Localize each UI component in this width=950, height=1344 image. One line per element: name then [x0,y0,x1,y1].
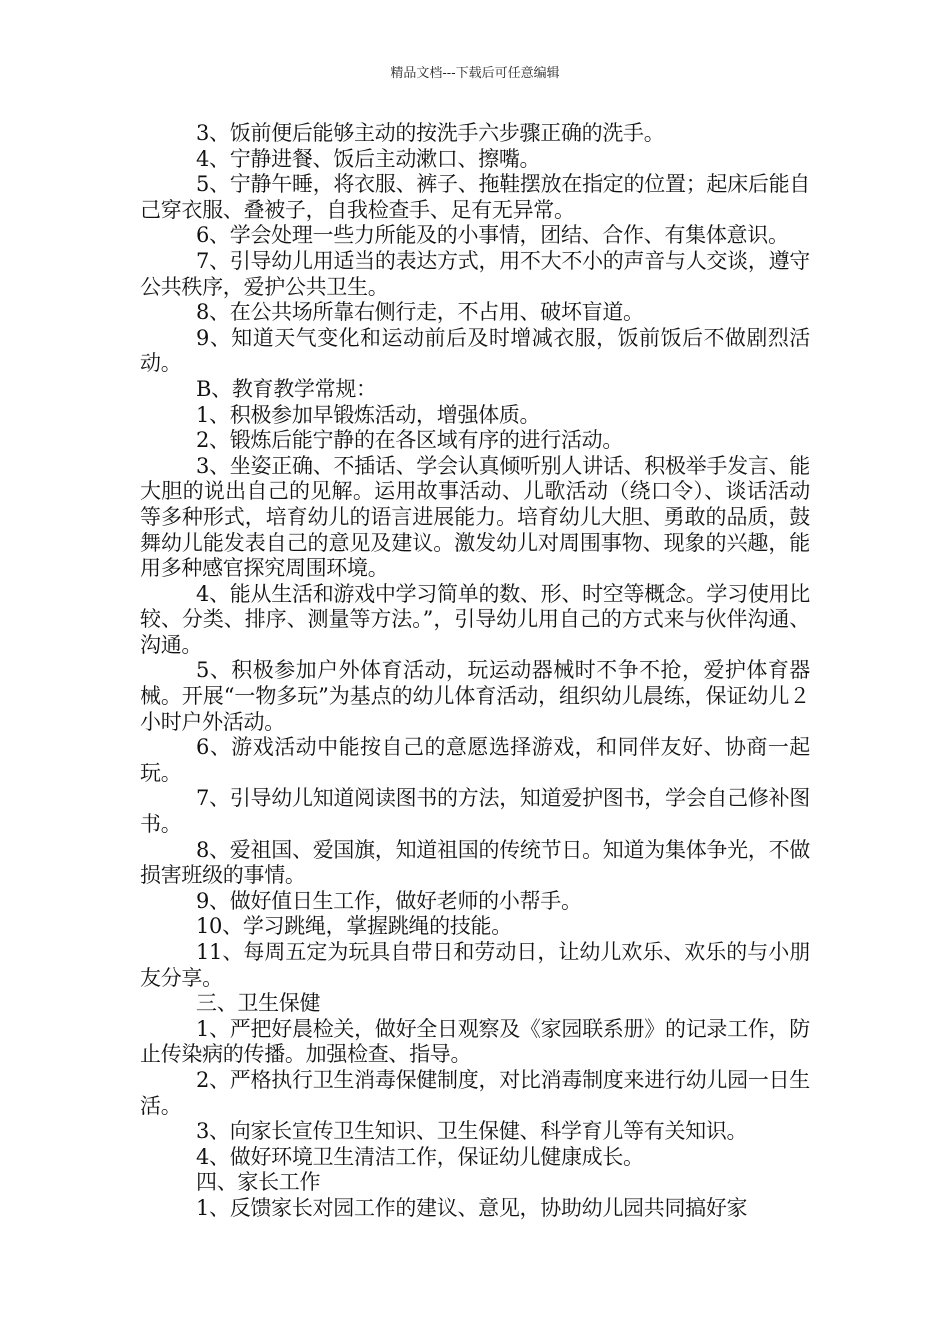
paragraph: 4、能从生活和游戏中学习简单的数、形、时空等概念。学习使用比较、分类、排序、测量等方法。”，引导幼儿用自己的方式来与伙伴沟通、沟通。 [140,581,810,657]
paragraph: 3、饭前便后能够主动的按洗手六步骤正确的洗手。 [196,121,665,145]
section-heading: 四、家长工作 [196,1170,321,1195]
paragraph: 7、引导幼儿知道阅读图书的方法，知道爱护图书，学会自己修补图书。 [140,786,810,837]
paragraph: 4、宁静进餐、饭后主动漱口、擦嘴。 [196,146,541,171]
paragraph: 3、坐姿正确、不插话、学会认真倾听别人讲话、积极举手发言、能大胆的说出自己的见解。运用故事活动、儿歌活动（绕口令）、谈话活动等多种形式，培育幼儿的语言进展能力。培育幼儿大胆、勇敢的品质，鼓舞幼儿能发表自己的意见及建议。激发幼儿对周围事物、现象的兴趣，能用多种感官探究周围环境。 [140,453,810,581]
page-header: 精品文档---下载后可任意编辑 [390,66,560,81]
paragraph: 10、学习跳绳，掌握跳绳的技能。 [196,914,512,939]
paragraph: 8、在公共场所靠右侧行走，不占用、破坏盲道。 [196,300,644,325]
paragraph: 5、积极参加户外体育活动，玩运动器械时不争不抢，爱护体育器械。开展“一物多玩”为基点的幼儿体育活动，组织幼儿晨练，保证幼儿２小时户外活动。 [140,658,810,734]
paragraph: 5、宁静午睡，将衣服、裤子、拖鞋摆放在指定的位置；起床后能自己穿衣服、叠被子，自我检查手、足有无异常。 [140,172,810,222]
paragraph: 6、学会处理一些力所能及的小事情，团结、合作、有集体意识。 [196,223,789,248]
paragraph: 7、引导幼儿用适当的表达方式，用不大不小的声音与人交谈，遵守公共秩序，爱护公共卫生。 [140,248,810,299]
paragraph: 11、每周五定为玩具自带日和劳动日，让幼儿欢乐、欢乐的与小朋友分享。 [140,940,810,990]
paragraph: 8、爱祖国、爱国旗，知道祖国的传统节日。知道为集体争光，不做损害班级的事情。 [140,837,810,888]
paragraph: 1、积极参加早锻炼活动，增强体质。 [196,402,541,427]
section-heading: B、教育教学常规： [196,376,377,401]
document-body [140,121,810,1222]
paragraph: 2、严格执行卫生消毒保健制度，对比消毒制度来进行幼儿园一日生活。 [140,1067,810,1118]
paragraph: 9、做好值日生工作，做好老师的小帮手。 [196,888,582,913]
paragraph: 3、向家长宣传卫生知识、卫生保健、科学育儿等有关知识。 [196,1119,748,1144]
paragraph: 9、知道天气变化和运动前后及时增减衣服，饭前饭后不做剧烈活动。 [140,325,810,376]
paragraph: 4、做好环境卫生清洁工作，保证幼儿健康成长。 [196,1144,644,1169]
paragraph: 6、游戏活动中能按自己的意愿选择游戏，和同伴友好、协商一起玩。 [140,735,810,785]
paragraph: 1、严把好晨检关，做好全日观察及《家园联系册》的记录工作，防止传染病的传播。加强检查、指导。 [140,1016,810,1067]
paragraph: 2、锻炼后能宁静的在各区域有序的进行活动。 [196,428,624,453]
section-heading: 三、卫生保健 [196,991,321,1016]
paragraph: 1、反馈家长对园工作的建议、意见，协助幼儿园共同搞好家 [196,1195,748,1220]
